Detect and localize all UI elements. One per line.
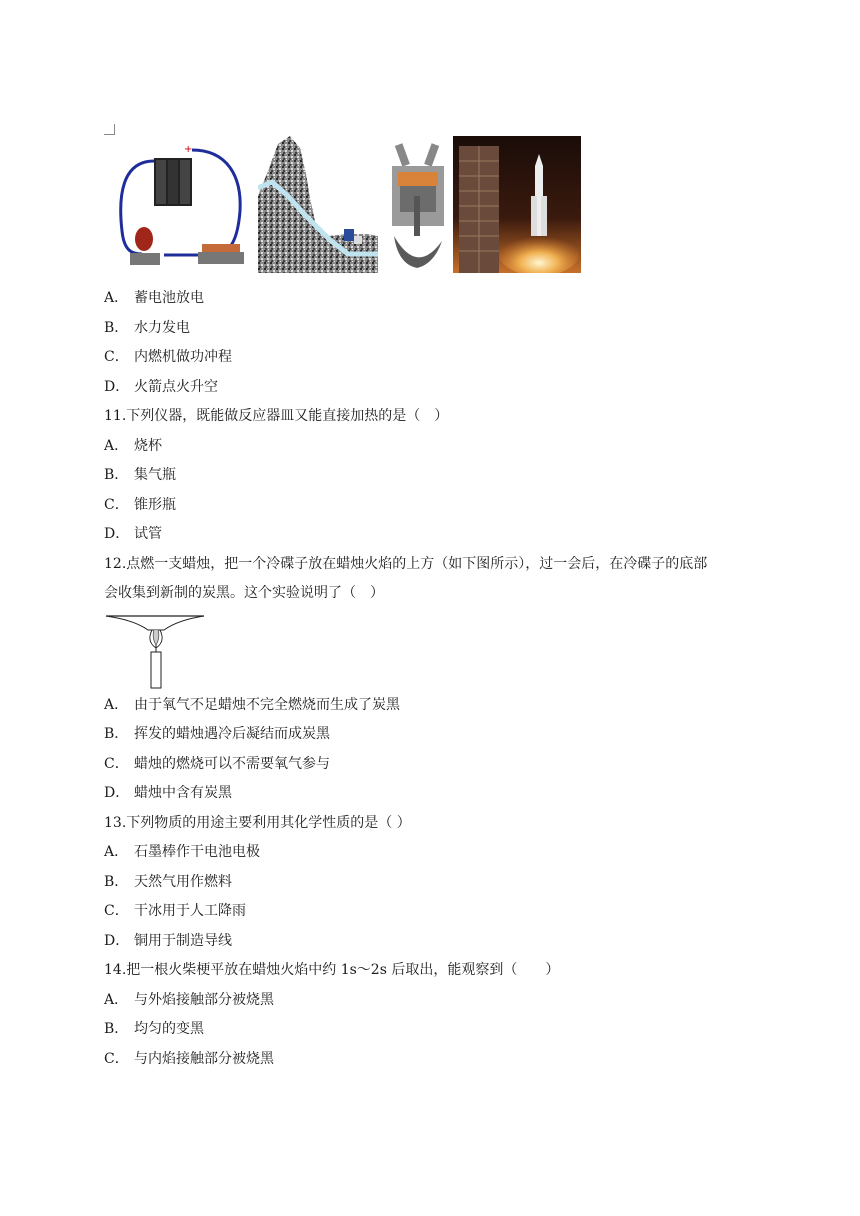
q12-option-d: D． 蜡烛中含有炭黑 xyxy=(104,785,232,801)
q10-option-c: C． 内燃机做功冲程 xyxy=(104,349,232,365)
q13-option-d: D． 铜用于制造导线 xyxy=(104,933,232,949)
engine-piston-image xyxy=(384,136,450,273)
q11-option-c: C． 锥形瓶 xyxy=(104,497,176,513)
q12-stem-line1: 12.点燃一支蜡烛，把一个冷碟子放在蜡烛火焰的上方（如下图所示），过一会后，在冷碟子的底部 xyxy=(104,556,708,572)
q14-stem: 14.把一根火柴梗平放在蜡烛火焰中约 1s～2s 后取出，能观察到（ ） xyxy=(104,962,560,978)
battery-circuit-image xyxy=(112,136,252,273)
q12-option-c: C． 蜡烛的燃烧可以不需要氧气参与 xyxy=(104,756,330,772)
q14-option-b: B． 均匀的变黑 xyxy=(104,1021,204,1037)
q11-option-a: A． 烧杯 xyxy=(104,438,162,454)
q12-option-b: B． 挥发的蜡烛遇冷后凝结而成炭黑 xyxy=(104,726,330,742)
q10-option-a: A． 蓄电池放电 xyxy=(104,290,204,306)
q11-option-b: B． 集气瓶 xyxy=(104,467,176,483)
q14-option-c: C． 与内焰接触部分被烧黑 xyxy=(104,1051,274,1067)
candle-plate-image xyxy=(104,612,208,690)
rocket-launch-image xyxy=(453,136,581,273)
q10-option-d: D． 火箭点火升空 xyxy=(104,379,218,395)
q13-stem: 13.下列物质的用途主要利用其化学性质的是（ ） xyxy=(104,815,411,831)
q11-stem: 11.下列仪器，既能做反应器皿又能直接加热的是（ ） xyxy=(104,408,449,424)
q13-option-c: C． 干冰用于人工降雨 xyxy=(104,903,246,919)
q13-option-a: A． 石墨棒作干电池电极 xyxy=(104,844,260,860)
q14-option-a: A． 与外焰接触部分被烧黑 xyxy=(104,992,274,1008)
q13-option-b: B． 天然气用作燃料 xyxy=(104,874,232,890)
q12-option-a: A． 由于氧气不足蜡烛不完全燃烧而生成了炭黑 xyxy=(104,697,400,713)
svg-text:+: + xyxy=(184,144,193,155)
q12-stem-line2: 会收集到新制的炭黑。这个实验说明了（ ） xyxy=(104,585,384,601)
q11-option-d: D． 试管 xyxy=(104,526,162,542)
q10-option-b: B． 水力发电 xyxy=(104,320,190,336)
q10-figure-row xyxy=(112,136,582,274)
corner-mark xyxy=(104,124,115,135)
hydropower-image xyxy=(258,136,378,273)
